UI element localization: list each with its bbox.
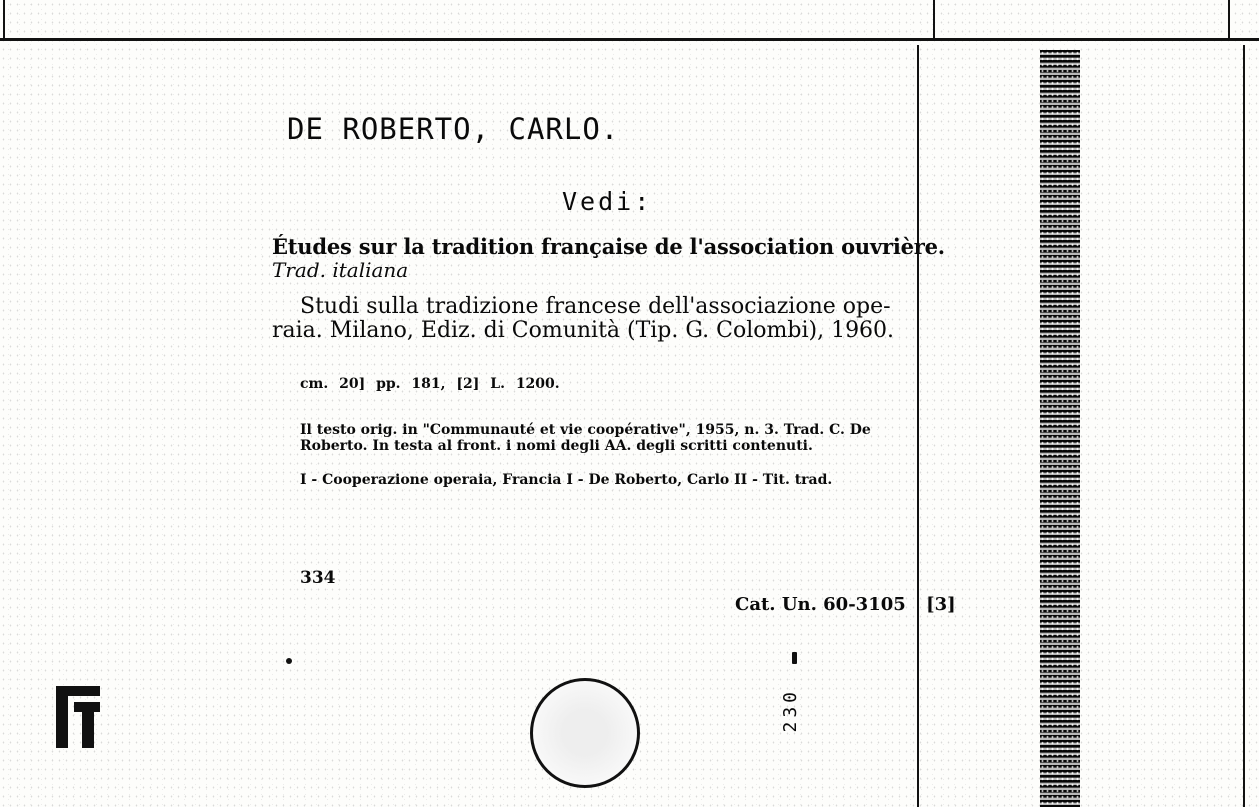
margin-f-mark <box>52 680 104 752</box>
see-label: Vedi: <box>562 187 653 216</box>
title-entry <box>272 294 910 343</box>
card-stack-edge <box>1040 50 1080 807</box>
card-number: 334 <box>300 568 336 588</box>
ink-mark <box>792 652 797 664</box>
card-count: [3] <box>926 594 956 615</box>
translation-note: Trad. italiana <box>272 258 409 282</box>
ink-dot <box>286 658 292 664</box>
original-title: Études sur la tradition française de l'association ouvrière. <box>272 234 945 259</box>
card-right-edge <box>917 45 919 807</box>
catalog-number-line <box>735 594 956 615</box>
punch-hole <box>530 678 640 788</box>
vertical-stamp-number: 230 <box>780 688 801 733</box>
title-line-2: raia. Milano, Ediz. di Comunità (Tip. G. Colombi), 1960. <box>272 318 895 343</box>
top-left-divider <box>3 0 5 40</box>
title-line-1: Studi sulla tradizione francese dell'associazione ope- <box>300 294 891 319</box>
subject-tracings: I - Cooperazione operaia, Francia I - De Roberto, Carlo II - Tit. trad. <box>300 472 833 488</box>
catalog-number: Cat. Un. 60-3105 <box>735 594 906 615</box>
far-right-edge <box>1243 45 1245 807</box>
author-heading: DE ROBERTO, CARLO. <box>287 112 620 146</box>
top-card-edge <box>0 38 1259 41</box>
bibliographic-note: Il testo orig. in "Communauté et vie coopérative", 1955, n. 3. Trad. C. De Roberto. In testa al front. i nomi degli AA. degli scritti contenuti. <box>300 422 871 454</box>
top-mid-divider <box>933 0 935 40</box>
physical-description: cm. 20] pp. 181, [2] L. 1200. <box>300 376 560 392</box>
top-right-divider <box>1228 0 1230 40</box>
